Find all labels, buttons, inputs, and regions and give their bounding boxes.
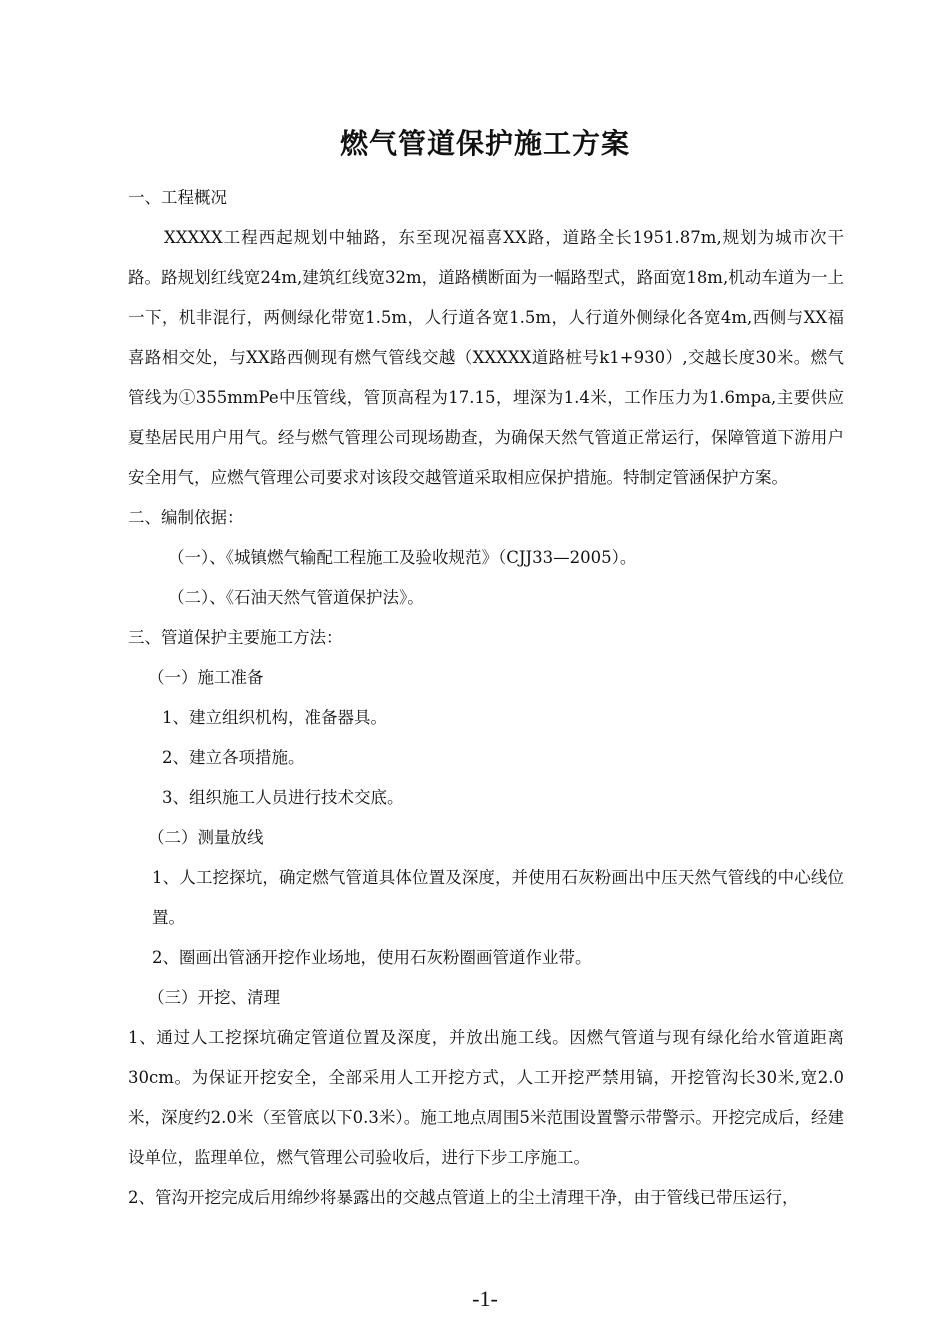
page-number: -1- [472,1286,498,1311]
section-heading-overview: 一、工程概况 [128,188,227,207]
list-item: 1、建立组织机构，准备器具。 [162,708,387,727]
section-heading-basis: 二、编制依据： [128,508,244,527]
document-title: 燃气管道保护施工方案 [339,127,630,160]
subheading-excavation: （三）开挖、清理 [148,988,280,1007]
paragraph-overview: XXXXX工程西起规划中轴路，东至现况福喜XX路，道路全长1951.87m,规划为城市次干路。路规划红线宽24m,建筑红线宽32m，道路横断面为一幅路型式，路面宽18m,机动车道为一上一下，机非混行，两侧绿化带宽1.5m，人行道各宽1.5m，人行道外侧绿化各宽4m,西侧与XX福喜路相交处，与XX路西侧现有燃气管线交越（XXXXX道路桩号k1+930）,交越长度30米。燃气管线为①355mmPe中压管线，管顶高程为17.15，埋深为1.4米，工作压力为1.6mpa,主要供应夏垫居民用户用气。经与燃气管理公司现场勘查，为确保天然气管道正常运行，保障管道下游用户安全用气，应燃气管理公司要求对该段交越管道采取相应保护措施。特制定管涵保护方案。 [128,228,844,487]
document-body [128,178,844,1218]
basis-item-2: （二）、《石油天然气管道保护法》。 [168,588,424,607]
subheading-survey: （二）测量放线 [148,828,264,847]
list-item: 2、建立各项措施。 [162,748,305,767]
basis-item-1: （一）、《城镇燃气输配工程施工及验收规范》（CJJ33—2005）。 [168,548,637,567]
paragraph-excavation-2: 2、管沟开挖完成后用绵纱将暴露出的交越点管道上的尘土清理干净，由于管线已带压运行， [128,1188,799,1207]
paragraph-survey-2: 2、圈画出管涵开挖作业场地，使用石灰粉圈画管道作业带。 [152,948,592,967]
list-item: 3、组织施工人员进行技术交底。 [162,788,404,807]
subheading-preparation: （一）施工准备 [148,668,264,687]
paragraph-survey-1: 1、人工挖探坑，确定燃气管道具体位置及深度，并使用石灰粉画出中压天然气管线的中心线位置。 [152,868,844,927]
paragraph-excavation-1: 1、通过人工挖探坑确定管道位置及深度，并放出施工线。因燃气管道与现有绿化给水管道距离30cm。为保证开挖安全，全部采用人工开挖方式，人工开挖严禁用镐，开挖管沟长30米,宽2.0米，深度约2.0米（至管底以下0.3米）。施工地点周围5米范围设置警示带警示。开挖完成后，经建设单位，监理单位，燃气管理公司验收后，进行下步工序施工。 [128,1028,844,1167]
section-heading-methods: 三、管道保护主要施工方法： [128,628,343,647]
